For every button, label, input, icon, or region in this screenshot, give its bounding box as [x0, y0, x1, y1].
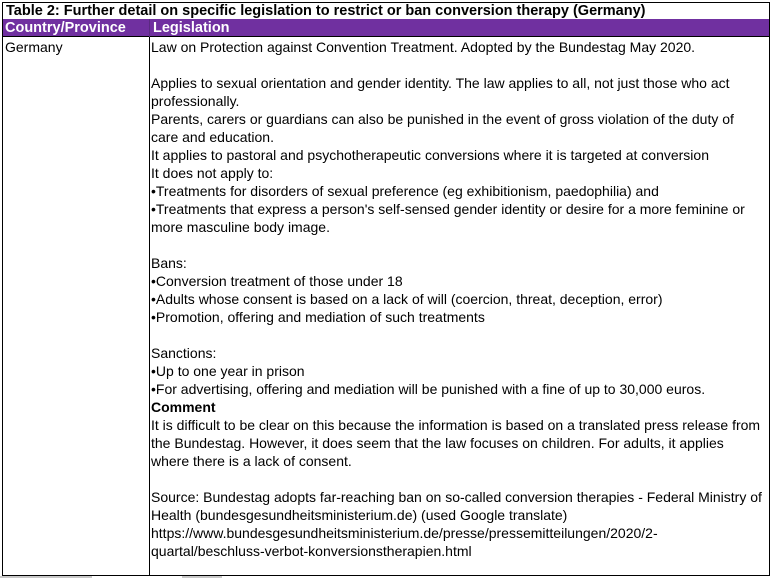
- source-line: Source: Bundestag adopts far-reaching ban on so-called conversion therapies - Federal Ministry of Health (bundesgesundheitsministerium.de) (used Google translate): [151, 489, 762, 523]
- legis-line: Applies to sexual orientation and gender identity. The law applies to all, not just those who act professionally.: [151, 75, 730, 109]
- legis-line: Bans:: [151, 255, 187, 271]
- source-url: https://www.bundesgesundheitsministerium.de/presse/pressemitteilungen/2020/2-quartal/beschluss-verbot-konversionstherapien.html: [151, 525, 658, 559]
- comment-heading: Comment: [151, 399, 216, 415]
- table-title: Table 2: Further detail on specific legislation to restrict or ban conversion therapy (Germany): [2, 2, 770, 19]
- legis-line: •Conversion treatment of those under 18: [151, 273, 403, 289]
- table-header-row: [2, 19, 770, 37]
- legis-line-truncated: It applies to pastoral and psychotherapeutic conversions where it is targeted at conversion: [151, 147, 709, 163]
- header-legislation: Legislation: [153, 20, 230, 36]
- header-country: Country/Province: [5, 20, 126, 36]
- legis-line: Sanctions:: [151, 345, 217, 361]
- cell-legislation[interactable]: [151, 38, 765, 560]
- column-divider: [149, 37, 150, 575]
- legis-line: It does not apply to:: [151, 165, 274, 181]
- legis-line: •Treatments for disorders of sexual preference (eg exhibitionism, paedophilia) and: [151, 183, 659, 199]
- blank-line: [151, 56, 765, 74]
- legis-line: It is difficult to be clear on this because the information is based on a translated press release from the Bundestag. However, it does seem that the law focuses on children. For adults, it applies where there is a lack of consent.: [151, 417, 761, 469]
- bottom-mark: [0, 576, 92, 578]
- legis-line: •For advertising, offering and mediation will be punished with a fine of up to 30,000 euros.: [151, 381, 706, 397]
- cell-country[interactable]: Germany: [5, 39, 63, 55]
- blank-line: [151, 326, 765, 344]
- bottom-mark: [182, 576, 222, 578]
- legis-line: •Up to one year in prison: [151, 363, 305, 379]
- legis-line: Law on Protection against Convention Treatment. Adopted by the Bundestag May 2020.: [151, 39, 696, 55]
- blank-line: [151, 470, 765, 488]
- legis-line: •Treatments that express a person's self-sensed gender identity or desire for a more feminine or more masculine body image.: [151, 201, 745, 235]
- legis-line: •Adults whose consent is based on a lack of will (coercion, threat, deception, error): [151, 291, 663, 307]
- legis-line: •Promotion, offering and mediation of such treatments: [151, 309, 485, 325]
- table-row: [2, 37, 770, 576]
- blank-line: [151, 236, 765, 254]
- header-divider: [149, 19, 150, 37]
- legis-line: Parents, carers or guardians can also be punished in the event of gross violation of the duty of care and education.: [151, 111, 734, 145]
